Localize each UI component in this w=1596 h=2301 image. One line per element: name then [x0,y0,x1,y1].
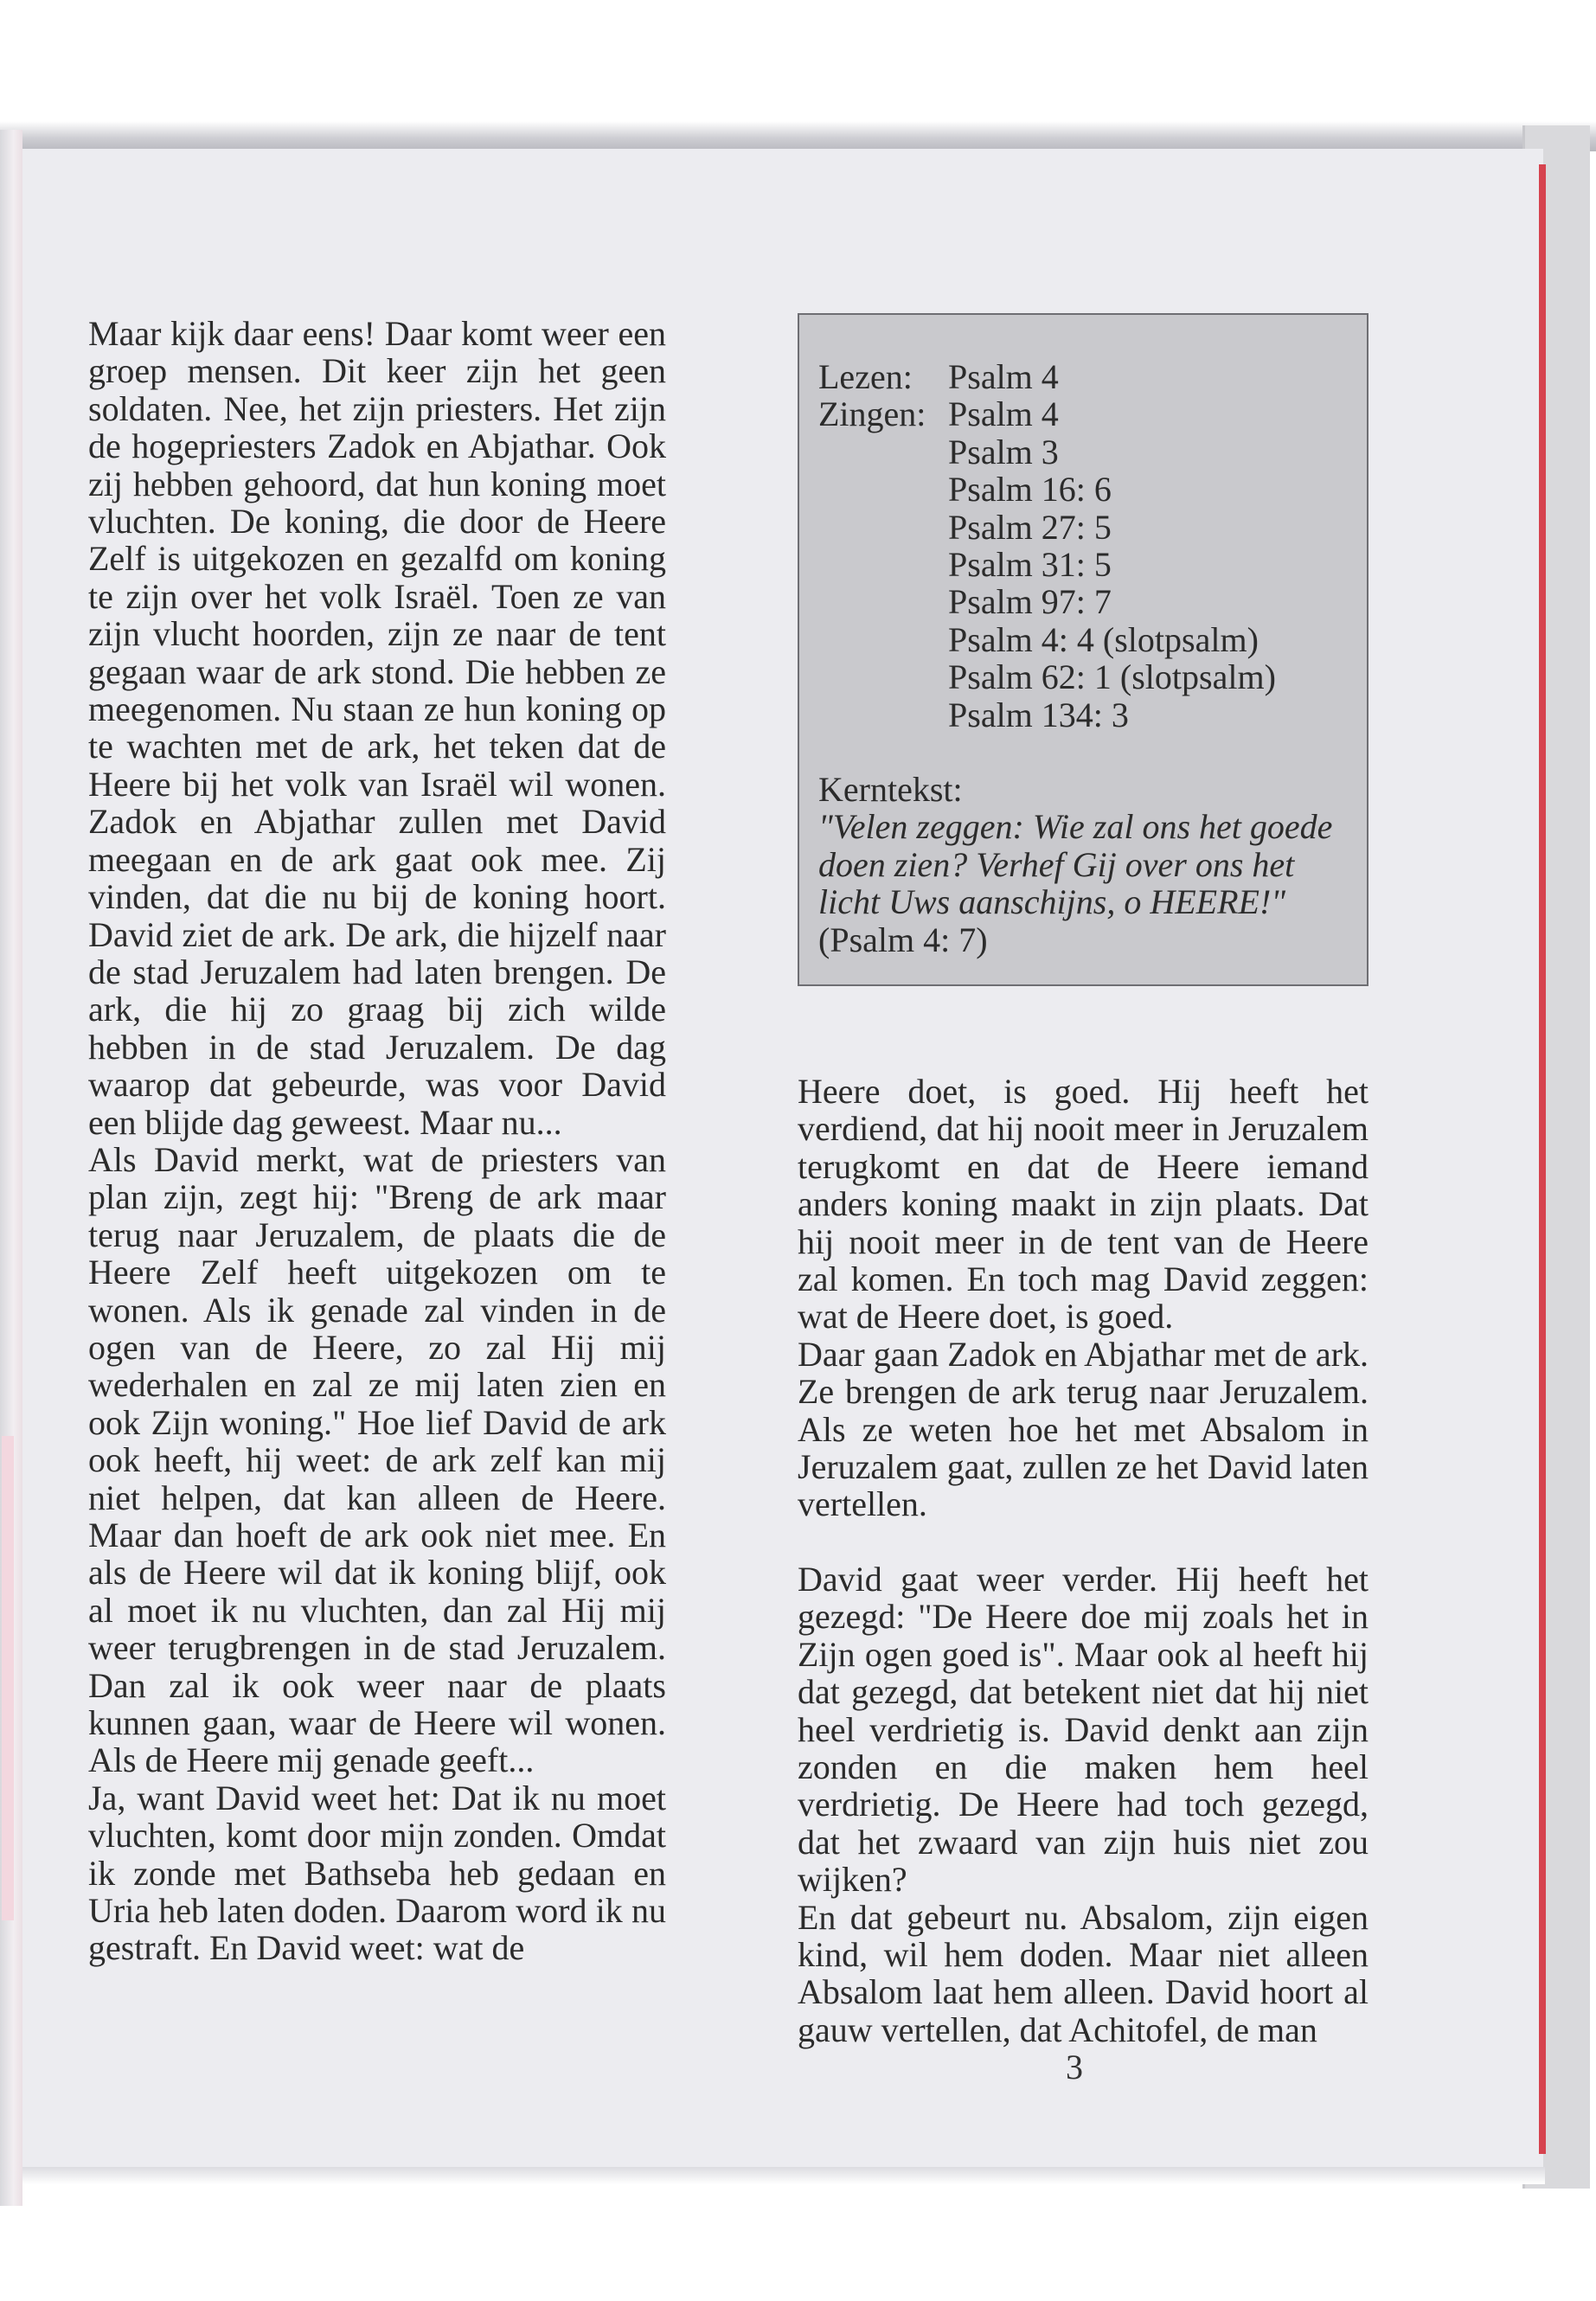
zingen-item: Psalm 97: 7 [948,582,1112,622]
zingen-item: Psalm 31: 5 [948,545,1112,585]
kerntekst-label: Kerntekst: [818,770,963,810]
paragraph-gap [798,1523,1368,1561]
zingen-item: Psalm 134: 3 [948,695,1129,734]
page-number: 3 [1066,2048,1083,2086]
paragraph: Als David merkt, wat de priesters van plan zijn, zegt hij: "Breng de ark maar terug naar Jeruzalem, de plaats die de Heere Zelf heeft uitgekozen om te wonen. Als ik genade zal vinden in de ogen van de Heere, zo zal Hij mij wederhalen en zal ze mij laten zien en ook Zijn woning." Hoe lief David de ark ook heeft, hij weet: de ark zelf kan mij niet helpen, dat kan alleen de Heere. Maar dan hoeft de ark ook niet mee. En als de Heere wil dat ik koning blijf, ook al moet ik nu vluchten, dan zal Hij mij weer terugbrengen in de stad Jeruzalem. Dan zal ik ook weer naar de plaats kunnen gaan, waar de Heere wil wonen. Als de Heere mij genade geeft... [88,1139,666,1780]
lezen-label: Lezen: [818,357,913,396]
lezen-value: Psalm 4 [948,357,1059,396]
kerntekst-reference: (Psalm 4: 7) [818,920,988,959]
zingen-item: Psalm 27: 5 [948,507,1112,547]
paragraph: Daar gaan Zadok en Abjathar met de ark. Ze brengen de ark terug naar Jeruzalem. Als ze weten hoe het met Absalom in Jeruzalem gaat, zullen ze het David laten vertellen. [798,1334,1368,1524]
lezen-row [818,358,1353,395]
scan-top-shadow [0,121,1596,151]
kerntekst-quote: "Velen zeggen: Wie zal ons het goede doen zien? Verhef Gij over ons het licht Uws aanschijns, o HEERE!" [818,807,1333,922]
paragraph: En dat gebeurt nu. Absalom, zijn eigen kind, wil hem doden. Maar niet alleen Absalom laat hem alleen. David hoort al gauw vertellen, dat Achitofel, de man [798,1897,1368,2049]
page-bottom-shadow [22,2167,1545,2184]
zingen-item: Psalm 4: 4 (slotpsalm) [948,619,1259,659]
left-text-column [88,315,666,1967]
reading-box [798,313,1368,986]
zingen-item: Psalm 3 [948,432,1059,471]
zingen-item: Psalm 62: 1 (slotpsalm) [948,657,1276,697]
zingen-list [948,395,1353,734]
zingen-item: Psalm 4 [948,394,1059,434]
paragraph: Maar kijk daar eens! Daar komt weer een groep mensen. Dit keer zijn het geen soldaten. Nee, het zijn priesters. Het zijn de hogepriesters Zadok en Abjathar. Ook zij hebben gehoord, dat hun koning moet vluchten. De koning, die door de Heere Zelf is uitgekozen en gezalfd om koning te zijn over het volk Israël. Toen ze van zijn vlucht hoorden, zijn ze naar de tent gegaan waar de ark stond. Die hebben ze meegenomen. Nu staan ze hun koning op te wachten met de ark, het teken dat de Heere bij het volk van Israël wil wonen. Zadok en Abjathar zullen met David meegaan en de ark gaat ook mee. Zij vinden, dat die nu bij de koning hoort. David ziet de ark. De ark, die hijzelf naar de stad Jeruzalem had laten brengen. De ark, die hij zo graag bij zich wilde hebben in de stad Jeruzalem. De dag waarop dat gebeurde, was voor David een blijde dag geweest. Maar nu... [88,314,666,1142]
paragraph: David gaat weer verder. Hij heeft het gezegd: "De Heere doe mij zoals het in Zijn ogen goed is". Maar ook al heeft hij dat gezegd, dat betekent niet dat hij niet heel verdrietig is. David denkt aan zijn zonden en die maken hem heel verdrietig. De Heere had toch gezegd, dat het zwaard van zijn huis niet zou wijken? [798,1559,1368,1900]
paragraph: Ja, want David weet het: Dat ik nu moet vluchten, komt door mijn zonden. Omdat ik zonde met Bathseba heb gedaan en Uria heb laten doden. Daarom word ik nu gestraft. En David weet: wat de [88,1778,666,1968]
binding-color-strip [2,1436,14,1920]
right-text-column [798,1073,1368,2048]
zingen-item: Psalm 16: 6 [948,470,1112,510]
paragraph: Heere doet, is goed. Hij heeft het verdiend, dat hij nooit meer in Jeruzalem terugkomt en dat de Heere iemand anders koning maakt in zijn plaats. Dat hij nooit meer in de tent van de Heere zal komen. En toch mag David zeggen: wat de Heere doet, is goed. [798,1072,1368,1336]
zingen-label: Zingen: [818,394,926,434]
zingen-row [818,395,1353,734]
cover-red-edge [1539,164,1546,2154]
